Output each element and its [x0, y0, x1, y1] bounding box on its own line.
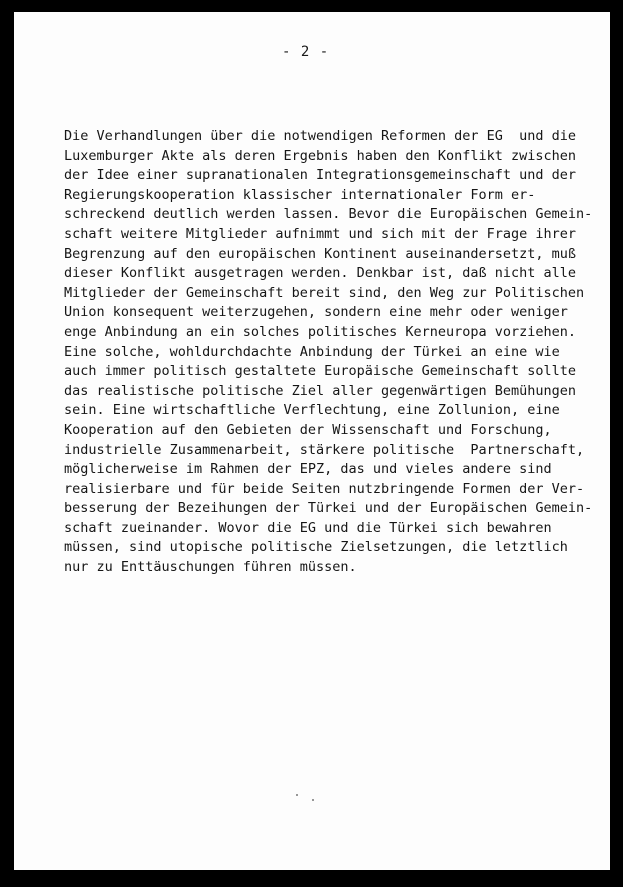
scan-speck — [296, 794, 298, 796]
text-line: Kooperation auf den Gebieten der Wissenschaft und Forschung, — [64, 421, 552, 438]
text-line: realisierbare und für beide Seiten nutzbringende Formen der Ver- — [64, 480, 585, 497]
document-page — [14, 12, 610, 870]
text-line: Union konsequent weiterzugehen, sondern eine mehr oder weniger — [64, 304, 568, 321]
text-line: der Idee einer supranationalen Integrationsgemeinschaft und der — [64, 167, 577, 184]
text-line: Begrenzung auf den europäischen Kontinent auseinandersetzt, muß — [64, 245, 577, 262]
text-line: schaft weitere Mitglieder aufnimmt und sich mit der Frage ihrer — [64, 225, 577, 242]
text-line: nur zu Enttäuschungen führen müssen. — [64, 559, 357, 576]
text-line: Eine solche, wohldurchdachte Anbindung der Türkei an eine wie — [64, 343, 560, 360]
text-line: enge Anbindung an ein solches politisches Kerneuropa vorziehen. — [64, 323, 577, 340]
text-line: sein. Eine wirtschaftliche Verflechtung, eine Zollunion, eine — [64, 402, 560, 419]
text-line: Luxemburger Akte als deren Ergebnis haben den Konflikt zwischen — [64, 147, 577, 164]
text-line: industrielle Zusammenarbeit, stärkere politische Partnerschaft, — [64, 441, 585, 458]
text-line: müssen, sind utopische politische Zielsetzungen, die letztlich — [64, 539, 568, 556]
text-line: auch immer politisch gestaltete Europäische Gemeinschaft sollte — [64, 363, 577, 380]
text-line: Die Verhandlungen über die notwendigen Reformen der EG und die — [64, 128, 577, 144]
scan-speck — [312, 799, 314, 801]
text-line: schaft zueinander. Wovor die EG und die Türkei sich bewahren — [64, 519, 552, 536]
text-line: möglicherweise im Rahmen der EPZ, das und vieles andere sind — [64, 461, 552, 478]
page-number: - 2 - — [282, 44, 330, 60]
text-line: Regierungskooperation klassischer internationaler Form er- — [64, 186, 536, 203]
text-line: dieser Konflikt ausgetragen werden. Denkbar ist, daß nicht alle — [64, 265, 577, 282]
body-paragraph — [64, 127, 592, 578]
text-line: Mitglieder der Gemeinschaft bereit sind, den Weg zur Politischen — [64, 284, 585, 301]
text-line: schreckend deutlich werden lassen. Bevor die Europäischen Gemein- — [64, 206, 593, 223]
text-line: das realistische politische Ziel aller gegenwärtigen Bemühungen — [64, 382, 577, 399]
text-line: besserung der Bezeihungen der Türkei und der Europäischen Gemein- — [64, 500, 593, 517]
